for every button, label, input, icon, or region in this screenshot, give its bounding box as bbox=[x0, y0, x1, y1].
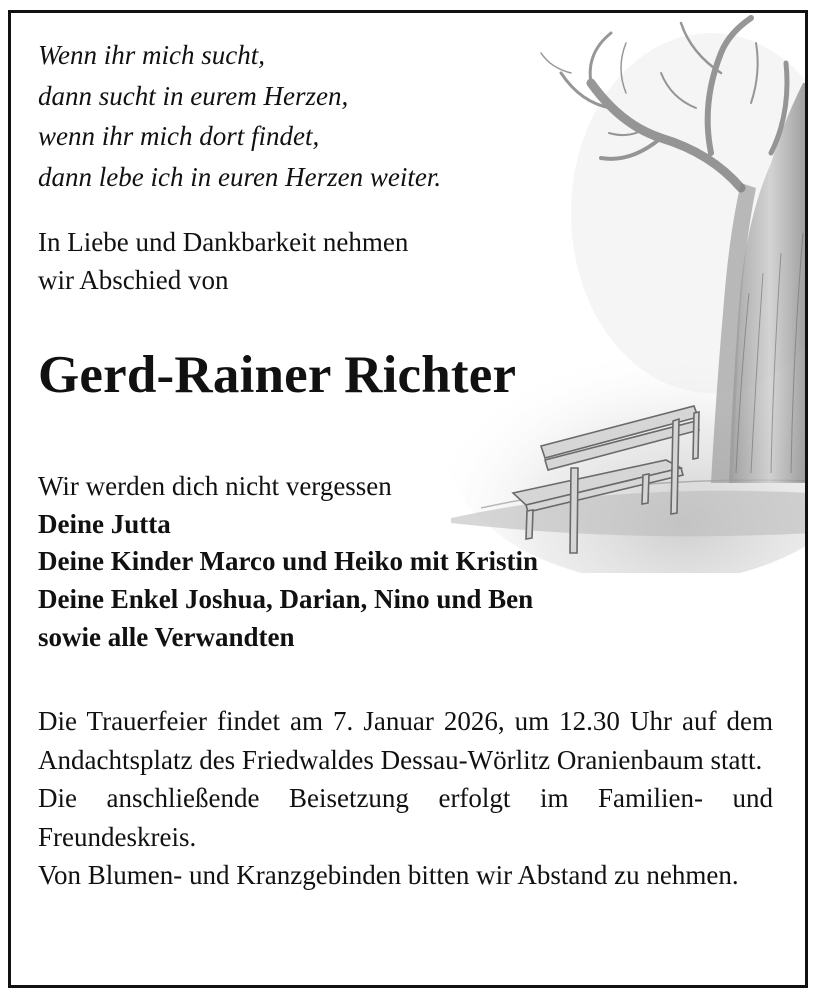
mourner-entry: Deine Kinder Marco und Heiko mit Kristin bbox=[38, 546, 539, 577]
details-paragraph: Die Trauerfeier findet am 7. Januar 2026, um 12.30 Uhr auf dem Andachtsplatz des Friedwaldes Dessau-Wörlitz Oranienbaum statt. bbox=[38, 706, 773, 775]
mourner-entry: Deine Jutta bbox=[38, 508, 171, 539]
mourner-entry: Deine Enkel Joshua, Darian, Nino und Ben bbox=[38, 584, 534, 615]
mourners-list bbox=[38, 468, 538, 657]
details-paragraph: Von Blumen- und Kranzgebinden bitten wir Abstand zu nehmen. bbox=[38, 860, 739, 890]
intro-line: In Liebe und Dankbarkeit nehmen bbox=[38, 227, 409, 257]
poem-line: dann sucht in eurem Herzen, bbox=[38, 80, 349, 111]
mourner-entry: sowie alle Verwandten bbox=[38, 621, 295, 652]
details-paragraph: Die anschließende Beisetzung erfolgt im Familien- und Freundeskreis. bbox=[38, 783, 773, 852]
intro-text bbox=[38, 224, 408, 299]
deceased-name: Gerd-Rainer Richter bbox=[38, 346, 517, 404]
poem-line: wenn ihr mich dort findet, bbox=[38, 121, 320, 151]
poem bbox=[38, 35, 441, 197]
service-details bbox=[38, 702, 773, 895]
poem-line: Wenn ihr mich sucht, bbox=[38, 40, 265, 70]
mourners-lead: Wir werden dich nicht vergessen bbox=[38, 471, 392, 501]
intro-line: wir Abschied von bbox=[38, 264, 229, 295]
obituary-notice bbox=[8, 10, 808, 988]
poem-line: dann lebe ich in euren Herzen weiter. bbox=[38, 161, 442, 192]
